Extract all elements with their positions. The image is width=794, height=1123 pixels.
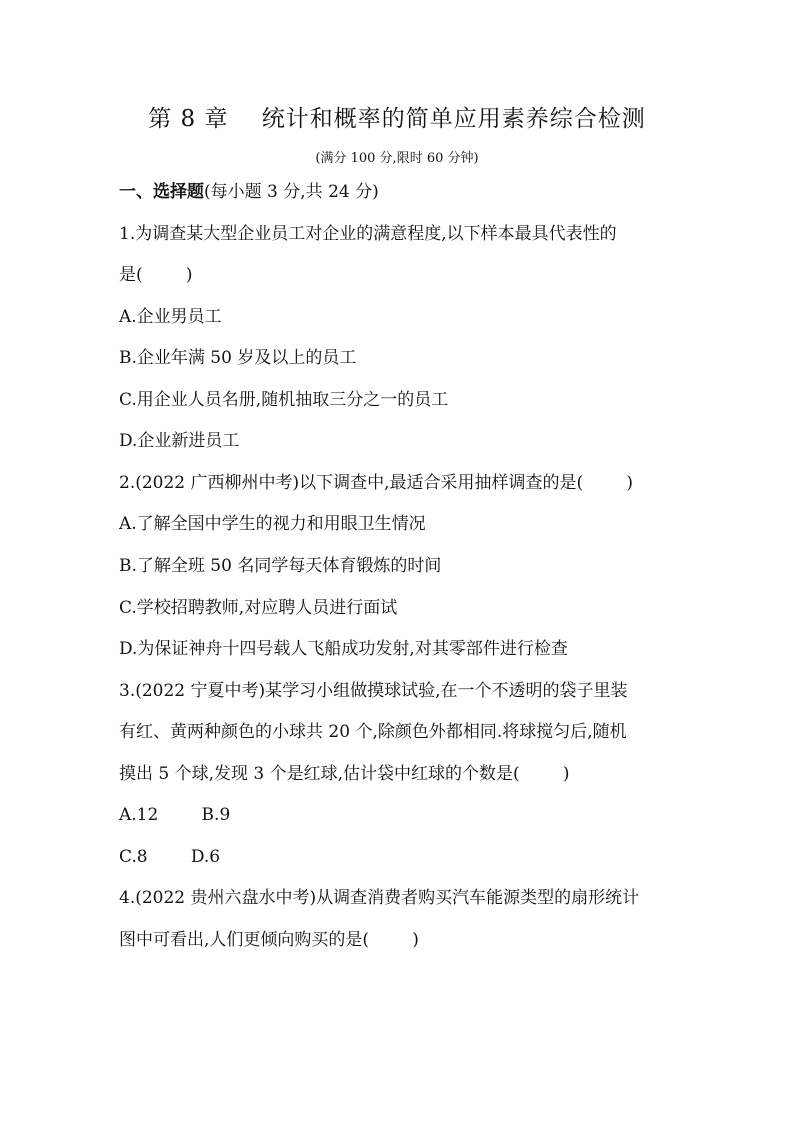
page-subtitle: (满分 100 分,限时 60 分钟) [315,151,479,166]
question-3-stem-line-1: 3.(2022 宁夏中考)某学习小组做摸球试验,在一个不透明的袋子里装 [119,681,628,701]
question-1-option-d: D.企业新进员工 [119,431,240,451]
question-2-option-b: B.了解全班 50 名同学每天体育锻炼的时间 [119,556,442,576]
section-header-detail: (每小题 3 分,共 24 分) [204,182,379,202]
section-header-label: 一、选择题 [119,182,204,202]
question-3-stem-line-3: 摸出 5 个球,发现 3 个是红球,估计袋中红球的个数是( ) [119,764,570,784]
question-1-option-b: B.企业年满 50 岁及以上的员工 [119,348,357,368]
question-2-option-a: A.了解全国中学生的视力和用眼卫生情况 [119,514,426,534]
question-2-option-d: D.为保证神舟十四号载人飞船成功发射,对其零部件进行检查 [119,639,568,659]
question-3-stem-line-2: 有红、黄两种颜色的小球共 20 个,除颜色外都相同.将球搅匀后,随机 [119,722,627,742]
section-header [119,180,379,204]
question-3-options-row-2: C.8 D.6 [119,847,221,867]
question-1-stem-line-2: 是( ) [119,265,193,285]
question-1-stem-line-1: 1.为调查某大型企业员工对企业的满意程度,以下样本最具代表性的 [119,224,617,244]
question-3-options-row-1: A.12 B.9 [119,805,231,825]
question-4-stem-line-2: 图中可看出,人们更倾向购买的是( ) [119,930,419,950]
question-1-option-c: C.用企业人员名册,随机抽取三分之一的员工 [119,390,449,410]
question-2-option-c: C.学校招聘教师,对应聘人员进行面试 [119,598,398,618]
question-4-stem-line-1: 4.(2022 贵州六盘水中考)从调查消费者购买汽车能源类型的扇形统计 [119,888,640,908]
question-1-option-a: A.企业男员工 [119,307,222,327]
page-title: 第 8 章 统计和概率的简单应用素养综合检测 [148,106,646,132]
question-2-stem: 2.(2022 广西柳州中考)以下调查中,最适合采用抽样调查的是( ) [119,473,634,493]
